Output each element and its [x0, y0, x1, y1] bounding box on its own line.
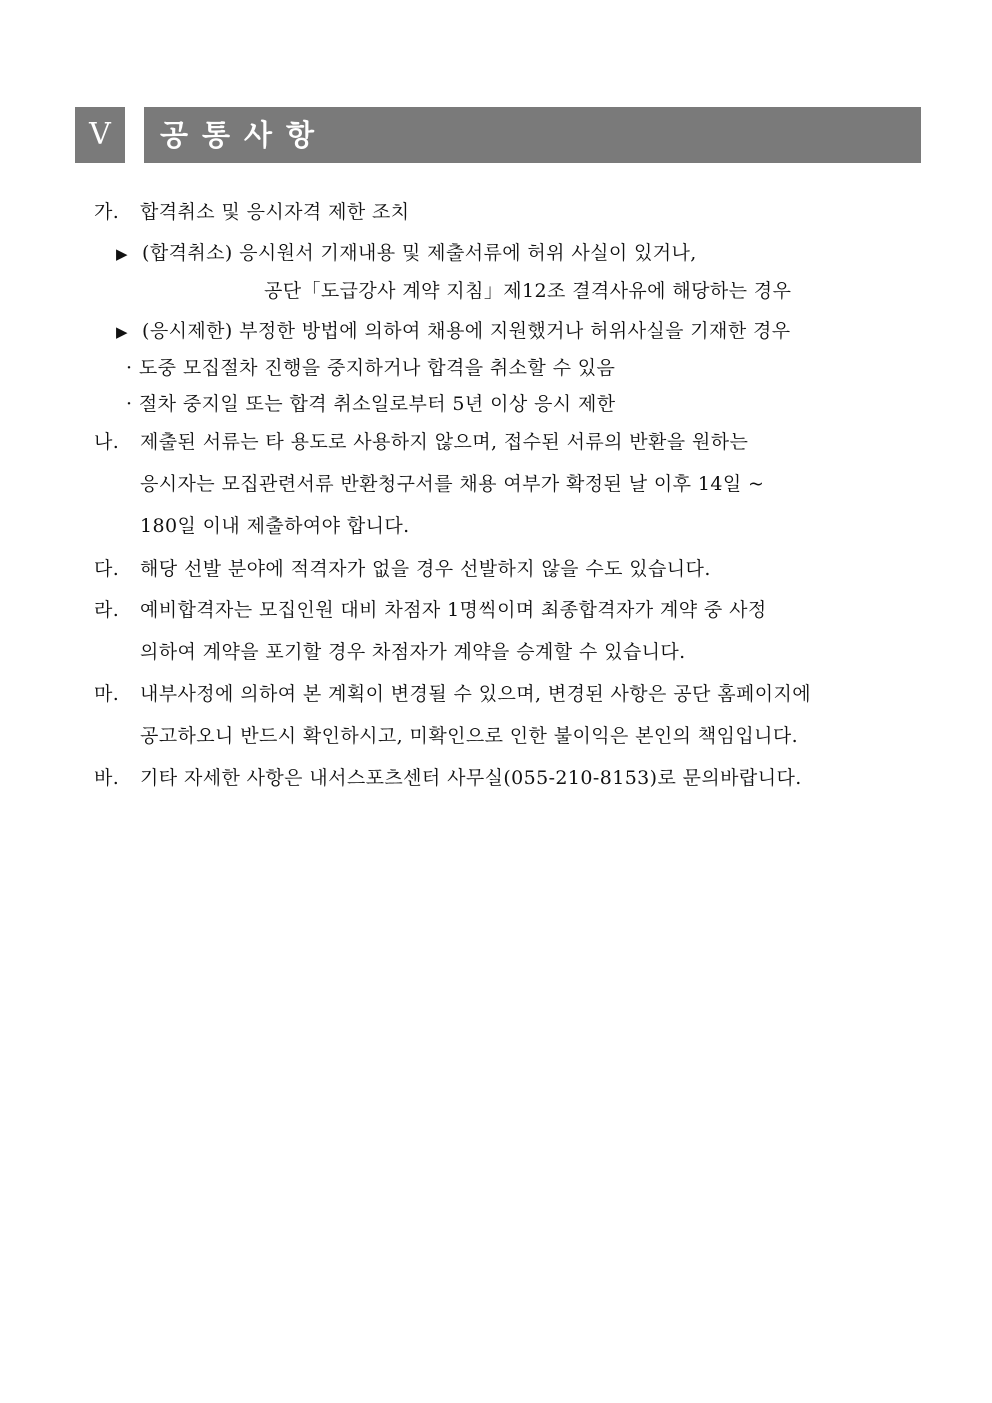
- item-ga-heading: [94, 199, 410, 225]
- item-ba-label: 바.: [94, 767, 120, 789]
- item-ra-line2: 의하여 계약을 포기할 경우 차점자가 계약을 승계할 수 있습니다.: [140, 641, 686, 663]
- arrow-icon: ▶: [116, 323, 128, 341]
- item-ra-row: [94, 597, 767, 623]
- item-ma-line2: 공고하오니 반드시 확인하시고, 미확인으로 인한 불이익은 본인의 책임입니다.: [140, 725, 799, 747]
- item-na-label: 나.: [94, 431, 120, 453]
- item-da-row: [94, 556, 711, 582]
- section-title-box: [144, 107, 921, 163]
- item-na-line1-row: [94, 429, 748, 455]
- item-ga-title: 합격취소 및 응시자격 제한 조치: [140, 201, 410, 223]
- item-na-line3: 180일 이내 제출하여야 합니다.: [140, 515, 410, 537]
- item-da-label: 다.: [94, 558, 120, 580]
- item-ra-line1: 예비합격자는 모집인원 대비 차점자 1명씩이며 최종합격자가 계약 중 사정: [140, 599, 767, 621]
- item-ga-bullet2: [116, 318, 791, 345]
- item-ga-label: 가.: [94, 201, 120, 223]
- item-ba-row: [94, 765, 802, 791]
- item-na-line1: 제출된 서류는 타 용도로 사용하지 않으며, 접수된 서류의 반환을 원하는: [140, 431, 749, 453]
- item-ga-sub1: · 도중 모집절차 진행을 중지하거나 합격을 취소할 수 있음: [126, 357, 616, 379]
- item-ra-label: 라.: [94, 599, 120, 621]
- section-header: [75, 107, 921, 163]
- item-na-line2: 응시자는 모집관련서류 반환청구서를 채용 여부가 확정된 날 이후 14일 ~: [140, 473, 765, 495]
- section-number: Ⅴ: [75, 107, 125, 163]
- item-ga-bullet1-line2: 공단「도급강사 계약 지침」제12조 결격사유에 해당하는 경우: [264, 280, 792, 302]
- item-ga-bullet1: [116, 240, 697, 267]
- item-ga-bullet2-line1: (응시제한) 부정한 방법에 의하여 채용에 지원했거나 허위사실을 기재한 경우: [142, 320, 791, 342]
- item-ma-row: [94, 681, 811, 707]
- item-ma-line1: 내부사정에 의하여 본 계획이 변경될 수 있으며, 변경된 사항은 공단 홈페이지에: [140, 683, 811, 705]
- arrow-icon: ▶: [116, 245, 128, 263]
- item-da-line1: 해당 선발 분야에 적격자가 없을 경우 선발하지 않을 수도 있습니다.: [140, 558, 711, 580]
- section-title: 공통사항: [160, 118, 329, 152]
- item-ga-sub2: · 절차 중지일 또는 합격 취소일로부터 5년 이상 응시 제한: [126, 393, 616, 415]
- item-ba-line1: 기타 자세한 사항은 내서스포츠센터 사무실(055-210-8153)로 문의바랍니다.: [140, 767, 802, 789]
- item-ma-label: 마.: [94, 683, 120, 705]
- item-ga-bullet1-line1: (합격취소) 응시원서 기재내용 및 제출서류에 허위 사실이 있거나,: [142, 242, 697, 264]
